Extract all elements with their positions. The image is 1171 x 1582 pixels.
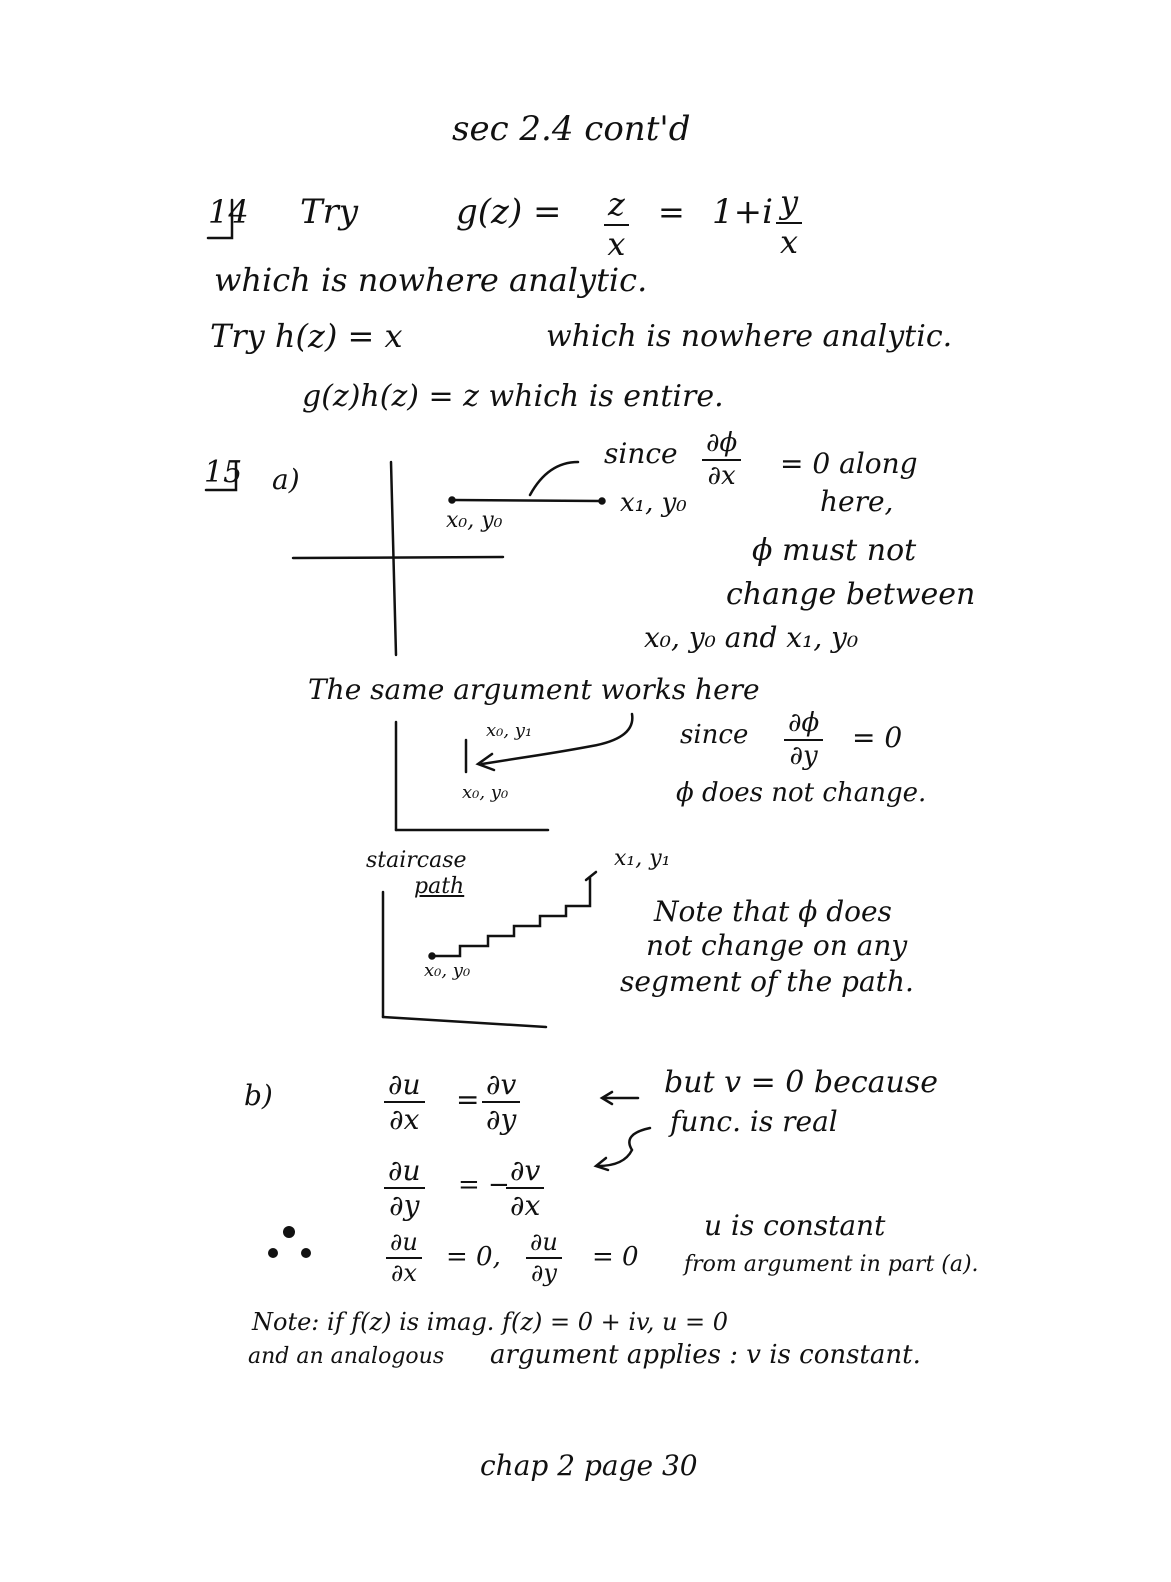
cr1-equals: = <box>456 1083 480 1116</box>
note-line-2: not change on any <box>646 929 908 962</box>
dphi-numerator: ∂ϕ <box>702 430 741 461</box>
res1-denominator: ∂x <box>390 1259 417 1288</box>
part-a-label: a) <box>272 463 300 496</box>
problem-15-number: 15 <box>204 455 243 490</box>
label-x0-y1: x₀, y₁ <box>486 720 533 741</box>
res2-value: = 0 <box>592 1242 639 1272</box>
dphi-dx-fraction <box>702 430 741 491</box>
dphi-dy-fraction <box>784 710 823 771</box>
dx-denominator: ∂x <box>707 461 736 492</box>
res2-fraction <box>526 1230 562 1286</box>
cr2-rhs-numerator: ∂v <box>506 1156 544 1189</box>
cr2-equals: = − <box>458 1170 510 1200</box>
since-label: since <box>604 437 678 470</box>
g-fraction-numerator: z <box>604 188 629 226</box>
try-label: Try <box>300 192 359 232</box>
product-entire: g(z)h(z) = z which is entire. <box>302 379 724 414</box>
cr1-lhs-numerator: ∂u <box>384 1070 425 1103</box>
curved-arrow-b-head <box>596 1158 608 1170</box>
res1-fraction <box>386 1230 422 1286</box>
h-definition: Try h(z) = x <box>210 317 403 355</box>
g-rhs-integer: 1+i <box>712 192 773 232</box>
between-points: x₀, y₀ and x₁, y₀ <box>644 621 859 654</box>
cr1-rhs-denominator: ∂y <box>486 1103 517 1137</box>
pointer-curve-a <box>530 462 578 495</box>
cr1-lhs-fraction <box>384 1070 425 1135</box>
axis-x-a3 <box>383 1017 546 1027</box>
cr1-rhs-fraction <box>482 1070 520 1135</box>
res1-numerator: ∂u <box>386 1230 422 1259</box>
horizontal-segment <box>452 500 600 501</box>
part-b-label: b) <box>244 1079 273 1112</box>
note-line-3: segment of the path. <box>620 965 914 998</box>
cr2-lhs-denominator: ∂y <box>389 1189 420 1223</box>
u-is-constant: u is constant <box>704 1209 886 1242</box>
g-fraction-denominator: x <box>607 224 626 263</box>
cr2-rhs-fraction <box>506 1156 544 1221</box>
g-definition-lhs: g(z) = <box>456 192 562 232</box>
same-argument-line: The same argument works here <box>308 673 760 706</box>
stair-start-point <box>430 954 435 959</box>
line-nowhere-analytic-2: which is nowhere analytic. <box>546 319 953 354</box>
label-x0-y0: x₀, y₀ <box>446 508 503 533</box>
cr2-lhs-numerator: ∂u <box>384 1156 425 1189</box>
label-stair-start: x₀, y₀ <box>424 960 471 981</box>
label-x1-y1: x₁, y₁ <box>614 846 671 871</box>
page-footer: chap 2 page 30 <box>480 1449 698 1482</box>
cr1-rhs-numerator: ∂v <box>482 1070 520 1103</box>
note-imag-line-2a: and an analogous <box>248 1344 445 1369</box>
from-argument-part-a: from argument in part (a). <box>684 1252 979 1277</box>
g-rhs-denominator: x <box>780 222 799 261</box>
equals-zero: = 0 <box>852 721 903 754</box>
g-fraction <box>604 185 629 263</box>
path-label: path <box>414 874 465 899</box>
axis-x-a <box>293 557 503 558</box>
but-v-zero: but v = 0 because <box>664 1065 939 1100</box>
point-end <box>600 499 605 504</box>
dy-denominator: ∂y <box>789 741 818 772</box>
point-start <box>450 498 455 503</box>
res2-numerator: ∂u <box>526 1230 562 1259</box>
since-label-2: since <box>680 720 749 750</box>
dphi2-numerator: ∂ϕ <box>784 710 823 741</box>
here-label: here, <box>820 485 894 518</box>
cr1-lhs-denominator: ∂x <box>389 1103 420 1137</box>
cr2-rhs-denominator: ∂x <box>510 1189 541 1223</box>
label-x0-y0-vertical: x₀, y₀ <box>462 782 509 803</box>
note-imag-line-2b: argument applies : v is constant. <box>490 1340 921 1370</box>
g-equals: = <box>658 193 685 231</box>
note-line-1: Note that ϕ does <box>654 895 892 928</box>
line-nowhere-analytic-1: which is nowhere analytic. <box>214 261 648 299</box>
problem-14-number: 14 <box>208 193 249 231</box>
change-between: change between <box>726 577 976 612</box>
note-imag-line-1: Note: if f(z) is imag. f(z) = 0 + iv, u = 0 <box>252 1308 729 1336</box>
equals-zero-along: = 0 along <box>780 447 918 480</box>
staircase-label: staircase <box>366 848 467 873</box>
phi-does-not-change: ϕ does not change. <box>676 778 927 808</box>
cr2-lhs-fraction <box>384 1156 425 1221</box>
page-heading: sec 2.4 cont'd <box>452 109 691 149</box>
g-rhs-fraction <box>776 183 802 261</box>
res2-denominator: ∂y <box>530 1259 557 1288</box>
res1-value: = 0, <box>446 1242 501 1272</box>
func-is-real: func. is real <box>670 1105 838 1138</box>
phi-must-not: ϕ must not <box>752 533 917 568</box>
g-rhs-numerator: y <box>776 186 802 224</box>
label-x1-y0: x₁, y₀ <box>620 488 687 518</box>
curved-arrow-b <box>598 1128 650 1166</box>
therefore-icon <box>268 1226 311 1258</box>
